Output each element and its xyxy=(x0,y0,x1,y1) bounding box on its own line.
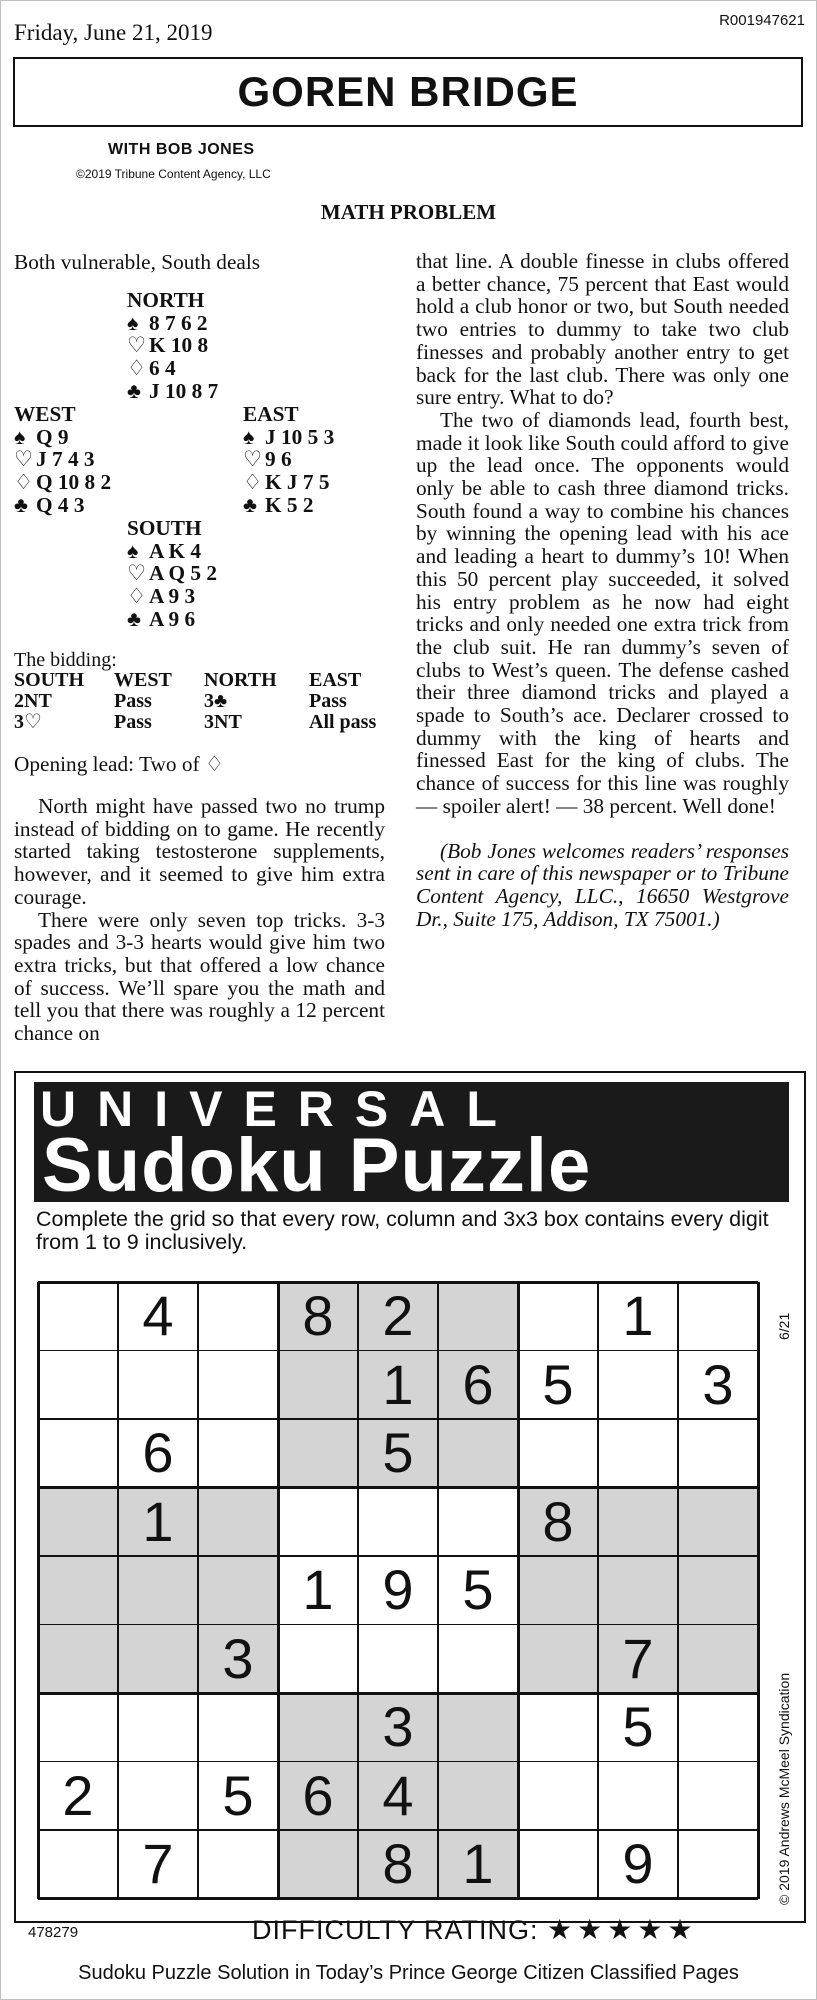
grid-line xyxy=(517,1282,520,1899)
sudoku-cell xyxy=(678,1419,758,1488)
bid: 3♡ xyxy=(14,711,42,733)
sudoku-cell: 2 xyxy=(62,1763,94,1827)
grid-line xyxy=(38,1829,758,1831)
difficulty-label: DIFFICULTY RATING: xyxy=(252,1915,539,1945)
grid-line xyxy=(38,1281,758,1284)
article-paragraph-continued: that line. A double finesse in clubs offered a better chance, 75 percent that East would hold a club honor or two, but South needed two entries to dummy to take two club finesses and probably another entry to get back for the last club. There was only one sure entry. What to do? xyxy=(416,249,789,410)
star-icon: ★ xyxy=(577,1914,608,1945)
sudoku-cell xyxy=(118,1556,198,1625)
sudoku-cell: 5 xyxy=(462,1558,494,1622)
bid: Pass xyxy=(309,690,347,712)
hearts-holding: K 10 8 xyxy=(149,333,209,358)
grid-line xyxy=(757,1282,760,1899)
sudoku-cell xyxy=(198,1419,278,1488)
hand-east xyxy=(243,403,334,517)
grid-line xyxy=(597,1282,599,1899)
sudoku-cell xyxy=(278,1693,358,1762)
grid-line xyxy=(38,1350,758,1352)
bidding-header: NORTH xyxy=(204,669,277,691)
article-heading: MATH PROBLEM xyxy=(320,200,497,224)
sudoku-cell xyxy=(278,1625,358,1694)
sudoku-cell: 6 xyxy=(142,1421,174,1485)
sudoku-cell xyxy=(118,1351,198,1420)
club-icon: ♣ xyxy=(127,378,141,403)
bidding-table xyxy=(14,670,394,733)
article-paragraph-part: There were only seven top tricks. 3-3 spades and 3-3 hearts would give him two extra tricks, but that offered a low chance of success. We’ll spare you the math and tell you that there was roughly a 12 percent chance on xyxy=(14,908,385,1045)
sudoku-cell xyxy=(118,1625,198,1694)
sudoku-cell xyxy=(38,1830,118,1899)
sudoku-cell xyxy=(678,1282,758,1351)
sudoku-cell xyxy=(198,1556,278,1625)
bid: 3NT xyxy=(204,711,242,733)
puzzle-id: 478279 xyxy=(28,1924,79,1941)
star-icon: ★ xyxy=(637,1914,668,1945)
bid: All pass xyxy=(309,711,377,733)
sudoku-cell xyxy=(198,1351,278,1420)
hand-name: SOUTH xyxy=(127,516,202,540)
sudoku-cell: 9 xyxy=(382,1558,414,1622)
sudoku-cell xyxy=(38,1282,118,1351)
sudoku-cell xyxy=(518,1419,598,1488)
diamond-icon: ♢ xyxy=(14,470,34,495)
sudoku-cell: 8 xyxy=(278,1282,358,1351)
grid-line xyxy=(277,1282,280,1899)
clubs-holding: A 9 6 xyxy=(149,606,196,631)
sudoku-cell: 4 xyxy=(358,1762,438,1831)
sudoku-cell xyxy=(598,1488,678,1557)
sudoku-cell: 8 xyxy=(358,1830,438,1899)
diamond-icon: ♢ xyxy=(127,584,147,609)
grid-line xyxy=(38,1418,758,1420)
sudoku-cell xyxy=(38,1419,118,1488)
sudoku-cell xyxy=(518,1556,598,1625)
club-icon: ♣ xyxy=(14,492,28,517)
hand-north xyxy=(127,289,218,403)
sudoku-cell: 9 xyxy=(622,1832,654,1896)
sudoku-cell xyxy=(598,1556,678,1625)
bid: 2NT xyxy=(14,690,52,712)
sudoku-cell: 1 xyxy=(118,1488,198,1557)
heart-icon: ♡ xyxy=(243,447,263,472)
sudoku-cell xyxy=(118,1762,198,1831)
difficulty-stars xyxy=(547,1914,698,1945)
hand-west xyxy=(14,403,111,517)
spades-holding: Q 9 xyxy=(36,424,69,449)
sudoku-grid xyxy=(38,1282,760,1904)
bidding-header: SOUTH xyxy=(14,669,85,691)
bid: Pass xyxy=(114,690,152,712)
spades-holding: J 10 5 3 xyxy=(265,424,335,449)
sudoku-cell xyxy=(678,1693,758,1762)
sudoku-cell xyxy=(518,1830,598,1899)
column-title xyxy=(13,57,803,127)
sudoku-cell xyxy=(198,1282,278,1351)
grid-line xyxy=(357,1282,359,1899)
sudoku-cell xyxy=(38,1556,118,1625)
sudoku-cell xyxy=(38,1488,118,1557)
sudoku-cell xyxy=(278,1419,358,1488)
sudoku-cell xyxy=(438,1488,518,1557)
sudoku-cell xyxy=(678,1625,758,1694)
spade-icon: ♠ xyxy=(14,424,26,449)
sudoku-cell xyxy=(198,1693,278,1762)
diamond-icon: ♢ xyxy=(127,356,147,381)
sudoku-cell: 1 xyxy=(302,1558,334,1622)
diamond-icon: ♢ xyxy=(243,470,263,495)
bid: Pass xyxy=(114,711,152,733)
sudoku-cell xyxy=(198,1830,278,1899)
bid: 3♣ xyxy=(204,690,228,712)
grid-line xyxy=(38,1897,758,1900)
sudoku-cell: 5 xyxy=(622,1695,654,1759)
sudoku-cell xyxy=(38,1625,118,1694)
banner-universal: UNIVERSAL xyxy=(40,1081,518,1137)
vulnerability: Both vulnerable, South deals xyxy=(14,250,261,274)
sudoku-cell xyxy=(118,1693,198,1762)
article-body-right xyxy=(416,250,789,930)
sudoku-cell xyxy=(358,1488,438,1557)
sudoku-cell xyxy=(438,1282,518,1351)
spade-icon: ♠ xyxy=(127,310,139,335)
sudoku-cell xyxy=(438,1693,518,1762)
copyright: ©2019 Tribune Content Agency, LLC xyxy=(76,167,271,181)
grid-line xyxy=(677,1282,679,1899)
clubs-holding: J 10 8 7 xyxy=(149,378,219,403)
sudoku-cell xyxy=(678,1488,758,1557)
heart-icon: ♡ xyxy=(127,561,147,586)
hearts-holding: 9 6 xyxy=(265,447,292,472)
solution-note: Sudoku Puzzle Solution in Today’s Prince George Citizen Classified Pages xyxy=(78,1962,739,1984)
sudoku-cell xyxy=(38,1693,118,1762)
bidding-row xyxy=(14,691,394,712)
bidding-row xyxy=(14,712,394,733)
hearts-holding: J 7 4 3 xyxy=(36,447,95,472)
sudoku-cell xyxy=(278,1488,358,1557)
grid-line xyxy=(197,1282,199,1899)
grid-line xyxy=(117,1282,119,1899)
hand-name: EAST xyxy=(243,402,299,426)
article-body-left xyxy=(14,795,385,1045)
grid-line xyxy=(38,1761,758,1763)
spade-icon: ♠ xyxy=(243,424,255,449)
banner-title: Sudoku Puzzle xyxy=(42,1123,592,1208)
clubs-holding: Q 4 3 xyxy=(36,492,85,517)
diamonds-holding: 6 4 xyxy=(149,356,176,381)
bridge-deal xyxy=(14,250,385,1050)
star-icon: ★ xyxy=(607,1914,638,1945)
hand-south xyxy=(127,517,217,631)
sudoku-cell xyxy=(358,1625,438,1694)
sudoku-banner xyxy=(34,1081,789,1208)
sudoku-cell xyxy=(678,1762,758,1831)
sudoku-cell xyxy=(518,1625,598,1694)
heart-icon: ♡ xyxy=(14,447,34,472)
diamonds-holding: Q 10 8 2 xyxy=(36,470,112,495)
sudoku-cell: 6 xyxy=(438,1351,518,1420)
reference-id: R001947621 xyxy=(719,12,805,29)
sudoku-cell xyxy=(438,1419,518,1488)
sudoku-cell xyxy=(678,1556,758,1625)
bidding-header-row xyxy=(14,670,394,691)
sudoku-cell xyxy=(438,1762,518,1831)
diamonds-holding: A 9 3 xyxy=(149,584,196,609)
grid-line xyxy=(38,1624,758,1626)
club-icon: ♣ xyxy=(243,492,257,517)
bidding-header: WEST xyxy=(114,669,172,691)
column-title-text: GOREN BRIDGE xyxy=(237,68,579,115)
sudoku-cell xyxy=(438,1625,518,1694)
spades-holding: A K 4 xyxy=(149,538,202,563)
grid-line xyxy=(38,1555,758,1557)
opening-lead: Opening lead: Two of ♢ xyxy=(14,752,225,776)
heart-icon: ♡ xyxy=(127,333,147,358)
star-icon: ★ xyxy=(547,1914,578,1945)
sudoku-cell: 1 xyxy=(358,1351,438,1420)
sudoku-cell: 6 xyxy=(278,1762,358,1831)
sudoku-cell xyxy=(518,1693,598,1762)
spade-icon: ♠ xyxy=(127,538,139,563)
sudoku-cell: 8 xyxy=(518,1488,598,1557)
sudoku-cell: 1 xyxy=(622,1284,654,1348)
hand-name: NORTH xyxy=(127,288,205,312)
grid-line xyxy=(37,1282,40,1899)
club-icon: ♣ xyxy=(127,606,141,631)
sudoku-cell: 3 xyxy=(702,1352,734,1416)
sudoku-cell xyxy=(38,1351,118,1420)
sudoku-cell: 5 xyxy=(358,1419,438,1488)
sudoku-cell: 2 xyxy=(358,1282,438,1351)
difficulty-rating xyxy=(252,1913,698,1946)
sudoku-cell xyxy=(598,1351,678,1420)
byline: WITH BOB JONES xyxy=(108,141,255,158)
sudoku-cell xyxy=(278,1830,358,1899)
sudoku-cell xyxy=(598,1419,678,1488)
sudoku-cell xyxy=(198,1488,278,1557)
bidding-header: EAST xyxy=(309,669,362,691)
sudoku-cell: 4 xyxy=(142,1284,174,1348)
spades-holding: 8 7 6 2 xyxy=(149,310,208,335)
star-icon: ★ xyxy=(667,1914,698,1945)
side-date xyxy=(773,1290,795,1350)
syndication-credit xyxy=(773,1630,795,1910)
syndication-credit-text: © 2019 Andrews McMeel Syndication xyxy=(776,1672,792,1905)
article-paragraph: North might have passed two no trump instead of bidding on to game. He recently started taking testosterone supplements, however, and it seemed to give him extra courage. xyxy=(14,794,385,909)
sudoku-cell xyxy=(518,1762,598,1831)
sudoku-cell: 3 xyxy=(198,1625,278,1694)
grid-line xyxy=(38,1692,758,1695)
sudoku-cell xyxy=(678,1830,758,1899)
clubs-holding: K 5 2 xyxy=(265,492,314,517)
sudoku-cell xyxy=(518,1282,598,1351)
grid-line xyxy=(437,1282,439,1899)
diamonds-holding: K J 7 5 xyxy=(265,470,330,495)
sudoku-cell xyxy=(598,1762,678,1831)
side-date-text: 6/21 xyxy=(776,1312,792,1340)
sudoku-instructions: Complete the grid so that every row, column and 3x3 box contains every digit from 1 to 9 inclusively. xyxy=(36,1207,769,1254)
sudoku-cell: 3 xyxy=(358,1693,438,1762)
hand-name: WEST xyxy=(14,402,76,426)
sudoku-cell: 7 xyxy=(142,1832,174,1896)
sudoku-cell: 7 xyxy=(598,1625,678,1694)
sudoku-cell: 1 xyxy=(438,1830,518,1899)
article-paragraph: The two of diamonds lead, fourth best, made it look like South could afford to give up the lead once. The opponents would only be able to cash three diamond tricks. South found a way to combine his chances by winning the opening lead with his ace and leading a heart to dummy’s 10! When this 50 percent play succeeded, it solved his entry problem as he now had eight tricks and only needed one extra trick from the club suit. He ran dummy’s seven of clubs to West’s queen. The defense cashed their three diamond tricks and played a spade to South’s ace. Declarer crossed to dummy with the king of hearts and finessed East for the king of clubs. The chance of success for this line was roughly — spoiler alert! — 38 percent. Well done! xyxy=(416,407,789,818)
grid-line xyxy=(38,1486,758,1489)
publication-date: Friday, June 21, 2019 xyxy=(14,20,213,45)
sudoku-cell: 5 xyxy=(222,1763,254,1827)
sudoku-cell: 5 xyxy=(542,1352,574,1416)
hearts-holding: A Q 5 2 xyxy=(149,561,218,586)
reader-note: (Bob Jones welcomes readers’ responses sent in care of this newspaper or to Tribune Content Agency, LLC., 16650 Westgrove Dr., Suite 175, Addison, TX 75001.) xyxy=(416,838,789,931)
bidding-label: The bidding: xyxy=(14,649,117,671)
sudoku-cell xyxy=(278,1351,358,1420)
